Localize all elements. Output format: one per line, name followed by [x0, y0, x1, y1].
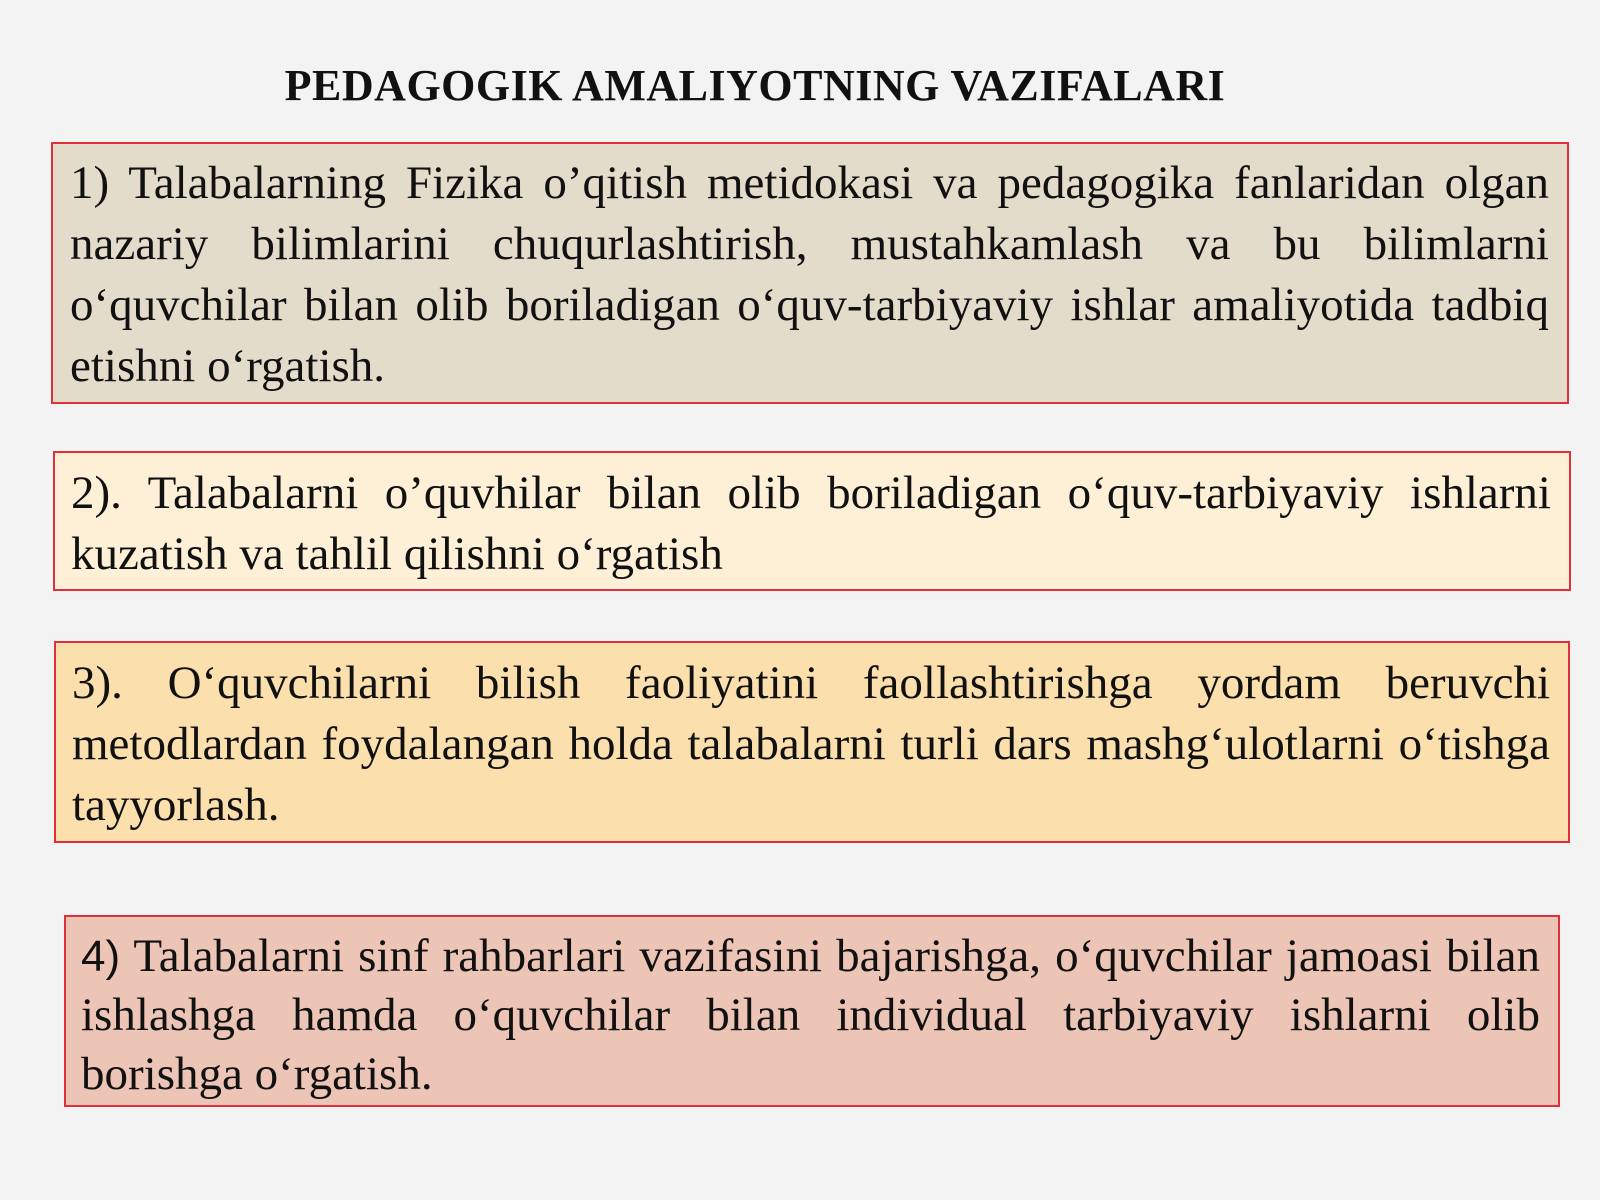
task-1-number: 1)	[70, 157, 110, 209]
task-4-text: Talabalarni sinf rahbarlari vazifasini bajarishga, o‘quvchilar jamoasi bilan ishlashga hamda o‘quvchilar bilan individual tarbiyaviy ishlarni olib borishga o‘rgatish.	[81, 930, 1540, 1100]
slide-title: PEDAGOGIK AMALIYOTNING VAZIFALARI	[284, 61, 1226, 110]
task-3-number: 3).	[72, 657, 123, 709]
task-4-content	[81, 927, 1540, 1104]
task-box-3	[54, 641, 1570, 843]
task-box-2	[53, 451, 1571, 591]
task-2-text: Talabalarni o’quvhilar bilan olib boriladigan o‘quv-tarbiyaviy ishlarni kuzatish va tahlil qilishni o‘rgatish	[71, 467, 1551, 580]
task-2-content	[71, 463, 1551, 585]
task-1-content	[70, 153, 1549, 397]
task-3-text: O‘quvchilarni bilish faoliyatini faollashtirishga yordam beruvchi metodlardan foydalangan holda talabalarni turli dars mashg‘ulotlarni o‘tishga tayyorlash.	[72, 657, 1551, 831]
task-box-1	[51, 142, 1569, 404]
task-2-number: 2).	[71, 467, 122, 519]
task-4-number: 4)	[81, 932, 121, 981]
task-box-4	[64, 915, 1560, 1107]
task-1-text: Talabalarning Fizika o’qitish metidokasi va pedagogika fanlaridan olgan nazariy bilimlarini chuqurlashtirish, mustahkamlash va bu bilimlarni o‘quvchilar bilan olib boriladigan o‘quv-tarbiyaviy ishlar amaliyotida tadbiq etishni o‘rgatish.	[70, 157, 1549, 392]
task-3-content	[72, 653, 1550, 836]
